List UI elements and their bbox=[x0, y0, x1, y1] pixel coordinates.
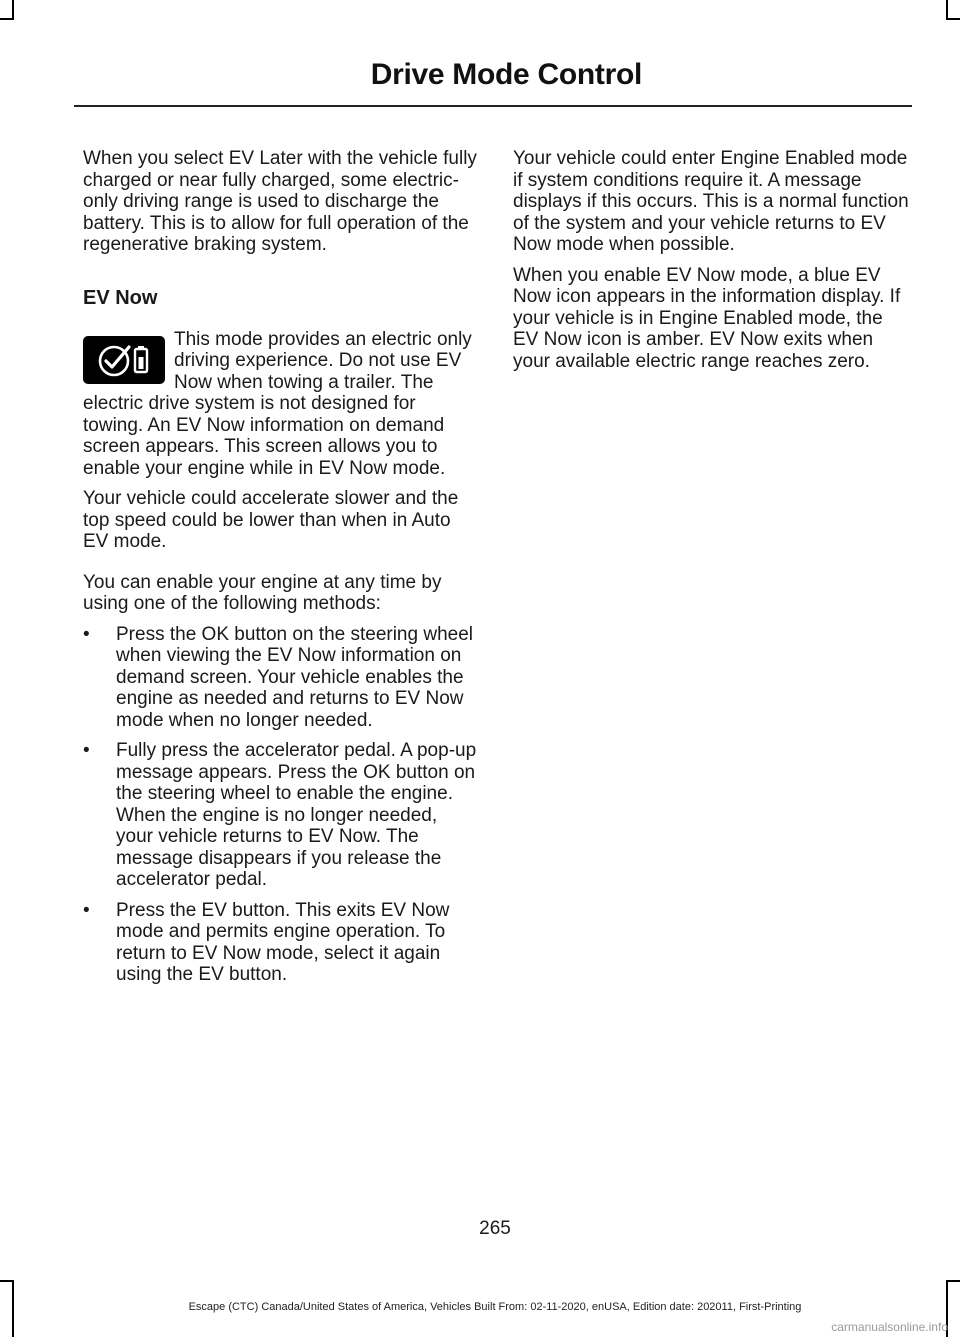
bullet-marker: • bbox=[83, 740, 90, 761]
list-item-text: Press the EV button. This exits EV Now mode and permits engine operation. To return to EV Now mode, select it again using the EV button. bbox=[116, 899, 450, 985]
intro-paragraph: When you select EV Later with the vehicle fully charged or near fully charged, some electric-only driving range is used to discharge the battery. This is to allow for full operation of the regenerative braking system. bbox=[83, 148, 477, 255]
page-number: 265 bbox=[479, 1218, 511, 1239]
edition-footer: Escape (CTC) Canada/United States of America, Vehicles Built From: 02-11-2020, enUSA, Edition date: 202011, First-Printing bbox=[188, 1301, 802, 1313]
engine-enabled-paragraph: Your vehicle could enter Engine Enabled mode if system conditions require it. A message displays if this occurs. This is a normal function of the system and your vehicle returns to EV Now mode when possible. bbox=[513, 148, 909, 255]
list-item bbox=[83, 624, 478, 732]
crop-mark-top-left-vertical bbox=[12, 0, 14, 18]
right-column bbox=[513, 148, 911, 381]
icon-info-paragraph: When you enable EV Now mode, a blue EV Now icon appears in the information display. If your vehicle is in Engine Enabled mode, the EV Now icon is amber. EV Now exits when your available electric range reaches zero. bbox=[513, 264, 901, 372]
watermark: carmanualsonline.info bbox=[831, 1320, 948, 1334]
ev-now-description-text: This mode provides an electric only driving experience. Do not use EV Now when towing a trailer. The electric drive system is not designed for towing. An EV Now information on demand screen appears. This screen allows you to enable your engine while in EV Now mode. bbox=[83, 328, 472, 479]
acceleration-note: Your vehicle could accelerate slower and the top speed could be lower than when in Auto EV mode. bbox=[83, 488, 459, 552]
left-column bbox=[83, 148, 478, 995]
list-item-text: Fully press the accelerator pedal. A pop-up message appears. Press the OK button on the steering wheel to enable the engine. When the engine is no longer needed, your vehicle returns to EV Now. The message disappears if you release the accelerator pedal. bbox=[116, 740, 477, 890]
ev-now-icon-graphic bbox=[83, 336, 165, 384]
crop-mark-top-right-horizontal bbox=[946, 18, 960, 20]
bullet-marker: • bbox=[83, 623, 90, 645]
crop-mark-top-left-horizontal bbox=[0, 18, 14, 20]
crop-mark-top-right-vertical bbox=[946, 0, 948, 18]
methods-list bbox=[83, 624, 478, 986]
list-item bbox=[83, 740, 478, 891]
header-rule bbox=[74, 105, 912, 107]
crop-mark-bottom-right-horizontal bbox=[946, 1280, 960, 1282]
page-title: Drive Mode Control bbox=[370, 58, 642, 91]
list-item bbox=[83, 900, 478, 986]
crop-mark-bottom-left-horizontal bbox=[0, 1280, 14, 1282]
bullet-marker: • bbox=[83, 899, 90, 921]
list-item-text: Press the OK button on the steering wheel when viewing the EV Now information on demand screen. Your vehicle enables the engine as needed and returns to EV Now mode when no longer needed. bbox=[116, 623, 473, 731]
methods-intro: You can enable your engine at any time by using one of the following methods: bbox=[83, 571, 442, 614]
ev-now-icon bbox=[83, 336, 165, 384]
section-heading: EV Now bbox=[83, 286, 158, 309]
ev-now-description bbox=[83, 329, 478, 480]
